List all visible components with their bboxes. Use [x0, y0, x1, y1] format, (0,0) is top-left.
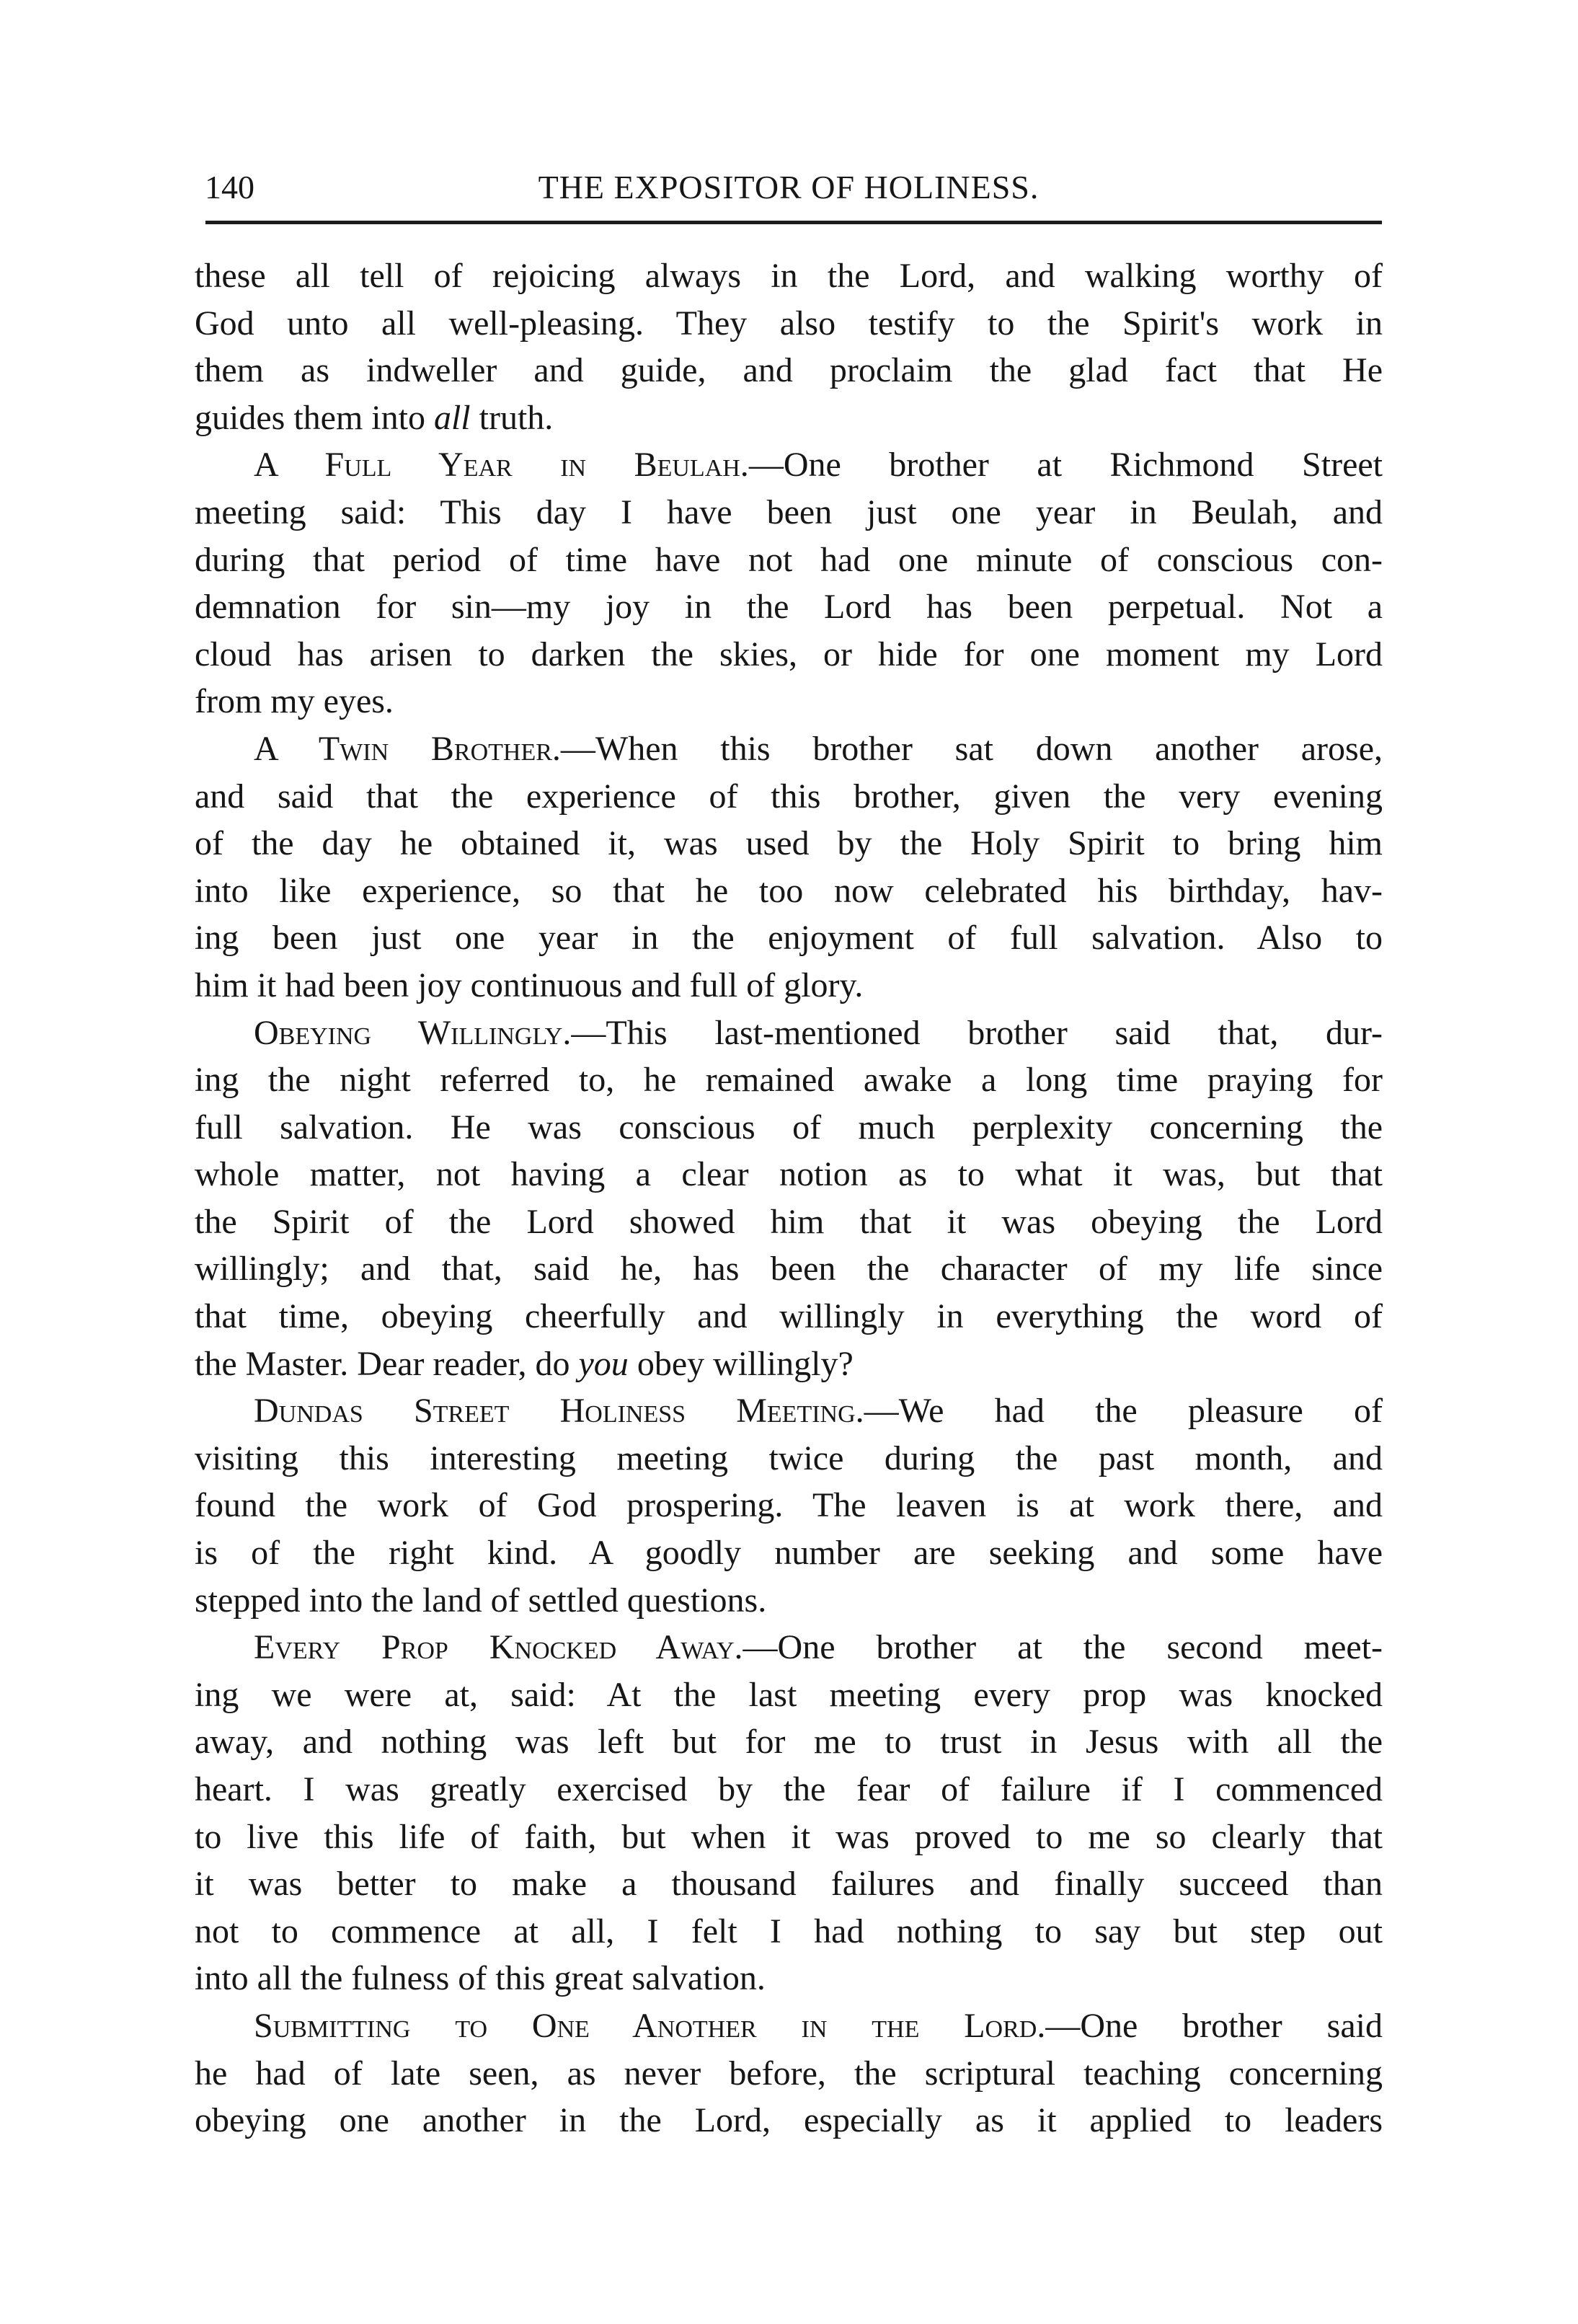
text-line: ing been just one year in the enjoyment of full salvation. Also to: [195, 919, 1383, 958]
page-number: 140: [205, 169, 254, 206]
section-first-line: [195, 1387, 1383, 1435]
text-line: willingly; and that, said he, has been the character of my life since: [195, 1250, 1383, 1289]
text-line: and said that the experience of this brother, given the very evening: [195, 777, 1383, 816]
text-run: the Master. Dear reader, do: [195, 1344, 570, 1383]
text-line: away, and nothing was left but for me to trust in Jesus with all the: [195, 1723, 1383, 1762]
header-rule: [205, 221, 1382, 224]
section-first-line: [195, 725, 1383, 773]
text-run: truth.: [479, 398, 554, 437]
running-title: THE EXPOSITOR OF HOLINESS.: [538, 169, 1040, 206]
text-run: —One brother said: [1045, 2006, 1383, 2045]
section-heading-dundas-street: Dundas Street Holiness Meeting.: [254, 1392, 864, 1431]
text-run: —When this brother sat down another arose,: [560, 729, 1383, 768]
text-line: of the day he obtained it, was used by the Holy Spirit to bring him: [195, 824, 1383, 863]
text-run: obey willingly?: [637, 1344, 854, 1383]
text-line: these all tell of rejoicing always in the Lord, and walking worthy of: [195, 257, 1383, 295]
text-line: whole matter, not having a clear notion as to what it was, but that: [195, 1155, 1383, 1194]
text-run: guides them into: [195, 398, 425, 437]
italic-emphasis: all: [433, 398, 471, 437]
text-line: he had of late seen, as never before, the scriptural teaching concerning: [195, 2054, 1383, 2093]
text-line: stepped into the land of settled questions.: [195, 1581, 767, 1620]
running-header: [195, 162, 1383, 210]
section-heading-submitting-to-one-another: Submitting to One Another in the Lord.: [254, 2006, 1046, 2045]
text-line: visiting this interesting meeting twice during the past month, and: [195, 1439, 1383, 1477]
section-first-line: [195, 441, 1383, 489]
text-run: —One brother at Richmond Street: [748, 446, 1383, 485]
text-line: into like experience, so that he too now celebrated his birthday, hav-: [195, 871, 1383, 910]
italic-emphasis: you: [578, 1344, 629, 1383]
text-line: into all the fulness of this great salvation.: [195, 1959, 766, 1998]
text-line: it was better to make a thousand failures and finally succeed than: [195, 1865, 1383, 1904]
section-first-line: [195, 1624, 1383, 1671]
text-run: —This last-mentioned brother said that, dur-: [571, 1013, 1383, 1052]
text-line: [195, 394, 1383, 442]
section-heading-twin-brother: A Twin Brother.: [254, 729, 561, 768]
text-line: God unto all well-pleasing. They also testify to the Spirit's work in: [195, 304, 1383, 343]
article-body: [195, 252, 1383, 2144]
section-first-line: [195, 1009, 1383, 1057]
text-line: obeying one another in the Lord, especially as it applied to leaders: [195, 2101, 1383, 2140]
text-line: from my eyes.: [195, 682, 394, 721]
text-run: —We had the pleasure of: [864, 1392, 1383, 1431]
section-heading-full-year-in-beulah: A Full Year in Beulah.: [254, 446, 749, 485]
text-line: during that period of time have not had one minute of conscious con-: [195, 540, 1383, 579]
text-line: is of the right kind. A goodly number are seeking and some have: [195, 1534, 1383, 1573]
text-line: full salvation. He was conscious of much perplexity concerning the: [195, 1108, 1383, 1146]
text-line: ing we were at, said: At the last meeting every prop was knocked: [195, 1675, 1383, 1714]
section-heading-every-prop-knocked-away: Every Prop Knocked Away.: [254, 1628, 743, 1667]
text-line: him it had been joy continuous and full of glory.: [195, 966, 864, 1004]
text-line: not to commence at all, I felt I had nothing to say but step out: [195, 1912, 1383, 1950]
text-line: found the work of God prospering. The leaven is at work there, and: [195, 1486, 1383, 1525]
text-line: cloud has arisen to darken the skies, or hide for one moment my Lord: [195, 635, 1383, 673]
text-line: demnation for sin—my joy in the Lord has been perpetual. Not a: [195, 588, 1383, 627]
section-first-line: [195, 2002, 1383, 2050]
text-line: heart. I was greatly exercised by the fear of failure if I commenced: [195, 1770, 1383, 1808]
text-line: ing the night referred to, he remained awake a long time praying for: [195, 1061, 1383, 1100]
text-run: —One brother at the second meet-: [743, 1628, 1383, 1667]
text-line: them as indweller and guide, and proclaim the glad fact that He: [195, 351, 1383, 390]
text-line: [195, 1340, 1383, 1388]
text-line: meeting said: This day I have been just one year in Beulah, and: [195, 492, 1383, 531]
text-line: the Spirit of the Lord showed him that it was obeying the Lord: [195, 1202, 1383, 1241]
text-line: to live this life of faith, but when it was proved to me so clearly that: [195, 1817, 1383, 1856]
text-line: that time, obeying cheerfully and willingly in everything the word of: [195, 1297, 1383, 1336]
section-heading-obeying-willingly: Obeying Willingly.: [254, 1013, 572, 1052]
